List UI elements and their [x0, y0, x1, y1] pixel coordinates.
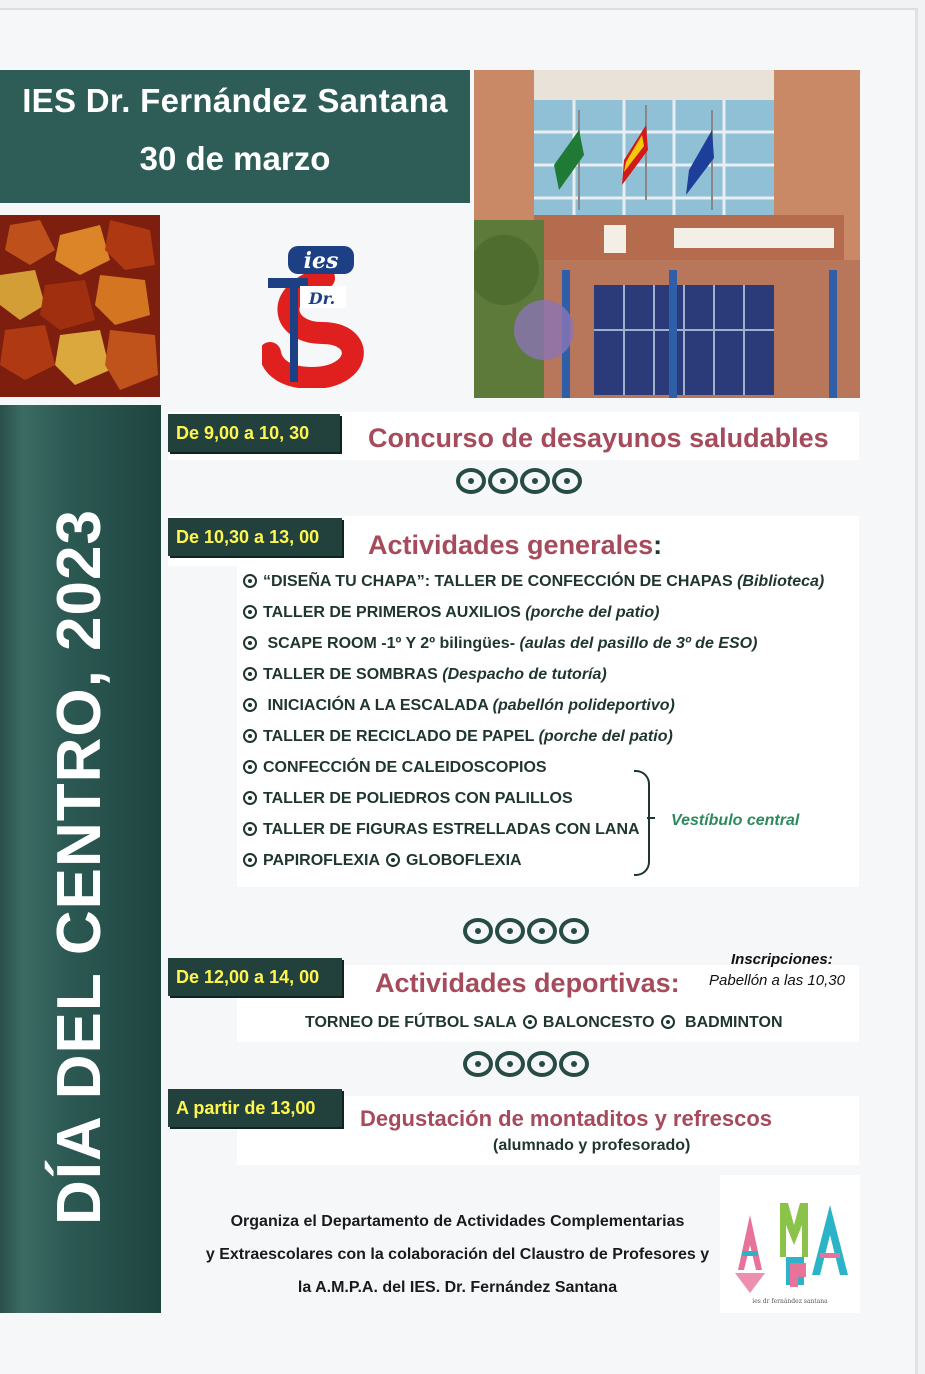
swirl-bullet-icon [243, 605, 257, 619]
brace-icon [634, 770, 650, 876]
swirl-bullet-icon [243, 853, 257, 867]
activity-item: “DISEÑA TU CHAPA”: TALLER DE CONFECCIÓN DE CHAPAS (Biblioteca) [243, 573, 824, 591]
swirl-bullet-icon [243, 636, 257, 650]
header-box [0, 70, 470, 203]
activity-item: TALLER DE SOMBRAS (Despacho de tutoría) [243, 666, 607, 684]
activity-item: TALLER DE RECICLADO DE PAPEL (porche del patio) [243, 728, 673, 746]
tasting-subtitle: (alumnado y profesorado) [493, 1137, 691, 1154]
logo-ies-text: ies [303, 248, 339, 274]
swirl-bullet-icon [243, 791, 257, 805]
ampa-logo [720, 1175, 860, 1313]
swirl-bullet-icon [661, 1015, 675, 1029]
activity-item: TALLER DE PRIMEROS AUXILIOS (porche del patio) [243, 604, 659, 622]
activity-item: INICIACIÓN A LA ESCALADA (pabellón polideportivo) [243, 697, 675, 715]
general-title [368, 530, 662, 561]
poster [0, 8, 918, 1374]
general-title-text: Actividades generales [368, 530, 654, 560]
registration-place: Pabellón a las 10,30 [709, 972, 845, 989]
swirl-bullet-icon [523, 1015, 537, 1029]
activity-item: TALLER DE POLIEDROS CON PALILLOS [243, 790, 573, 808]
breakfast-time-badge: De 9,00 a 10, 30 [168, 414, 340, 452]
swirl-bullet-icon [243, 574, 257, 588]
school-logo [262, 238, 372, 388]
activity-item: SCAPE ROOM -1º Y 2º bilingües- (aulas del pasillo de 3º de ESO) [243, 635, 757, 653]
logo-dr-text: Dr. [308, 289, 336, 308]
school-building-photo [474, 70, 860, 398]
sports-list: TORNEO DE FÚTBOL SALA BALONCESTO BADMINTON [305, 1014, 783, 1031]
tasting-title: Degustación de montaditos y refrescos [360, 1106, 772, 1131]
swirl-bullet-icon [243, 822, 257, 836]
swirl-bullet-icon [243, 729, 257, 743]
sidebar-title: DÍA DEL CENTRO, 2023 [45, 509, 114, 1225]
swirl-bullet-icon [243, 698, 257, 712]
general-time-badge: De 10,30 a 13, 00 [168, 518, 342, 556]
activity-item: CONFECCIÓN DE CALEIDOSCOPIOS [243, 759, 547, 777]
brace-tip-icon [647, 817, 655, 819]
general-title-colon: : [653, 530, 663, 560]
group-location: Vestíbulo central [671, 812, 800, 829]
event-date: 30 de marzo [139, 140, 331, 177]
swirl-bullet-icon [386, 853, 400, 867]
school-name: IES Dr. Fernández Santana [22, 82, 448, 119]
swirl-divider-1-icon [455, 468, 595, 504]
ampa-caption: ies dr fernández santana [752, 1298, 828, 1305]
breakfast-title: Concurso de desayunos saludables [368, 423, 829, 453]
swirl-bullet-icon [243, 760, 257, 774]
ampa-logo-graphic [720, 1175, 860, 1313]
activity-item: TALLER DE FIGURAS ESTRELLADAS CON LANA [243, 821, 640, 839]
sports-time-badge: De 12,00 a 14, 00 [168, 958, 342, 996]
organizer-note: Organiza el Departamento de Actividades Complementarias y Extraescolares con la colaboración del Claustro de Profesores y la A.M.P.A. del IES. Dr. Fernández Santana [205, 1213, 710, 1296]
autumn-leaves-image [0, 215, 160, 397]
swirl-bullet-icon [243, 667, 257, 681]
registration-label: Inscripciones: [731, 951, 833, 968]
activity-item: PAPIROFLEXIA GLOBOFLEXIA [243, 852, 522, 870]
swirl-divider-2-icon [462, 918, 602, 954]
tasting-time-badge: A partir de 13,00 [168, 1089, 342, 1127]
sports-title: Actividades deportivas: [375, 968, 680, 998]
swirl-divider-3-icon [462, 1051, 602, 1087]
